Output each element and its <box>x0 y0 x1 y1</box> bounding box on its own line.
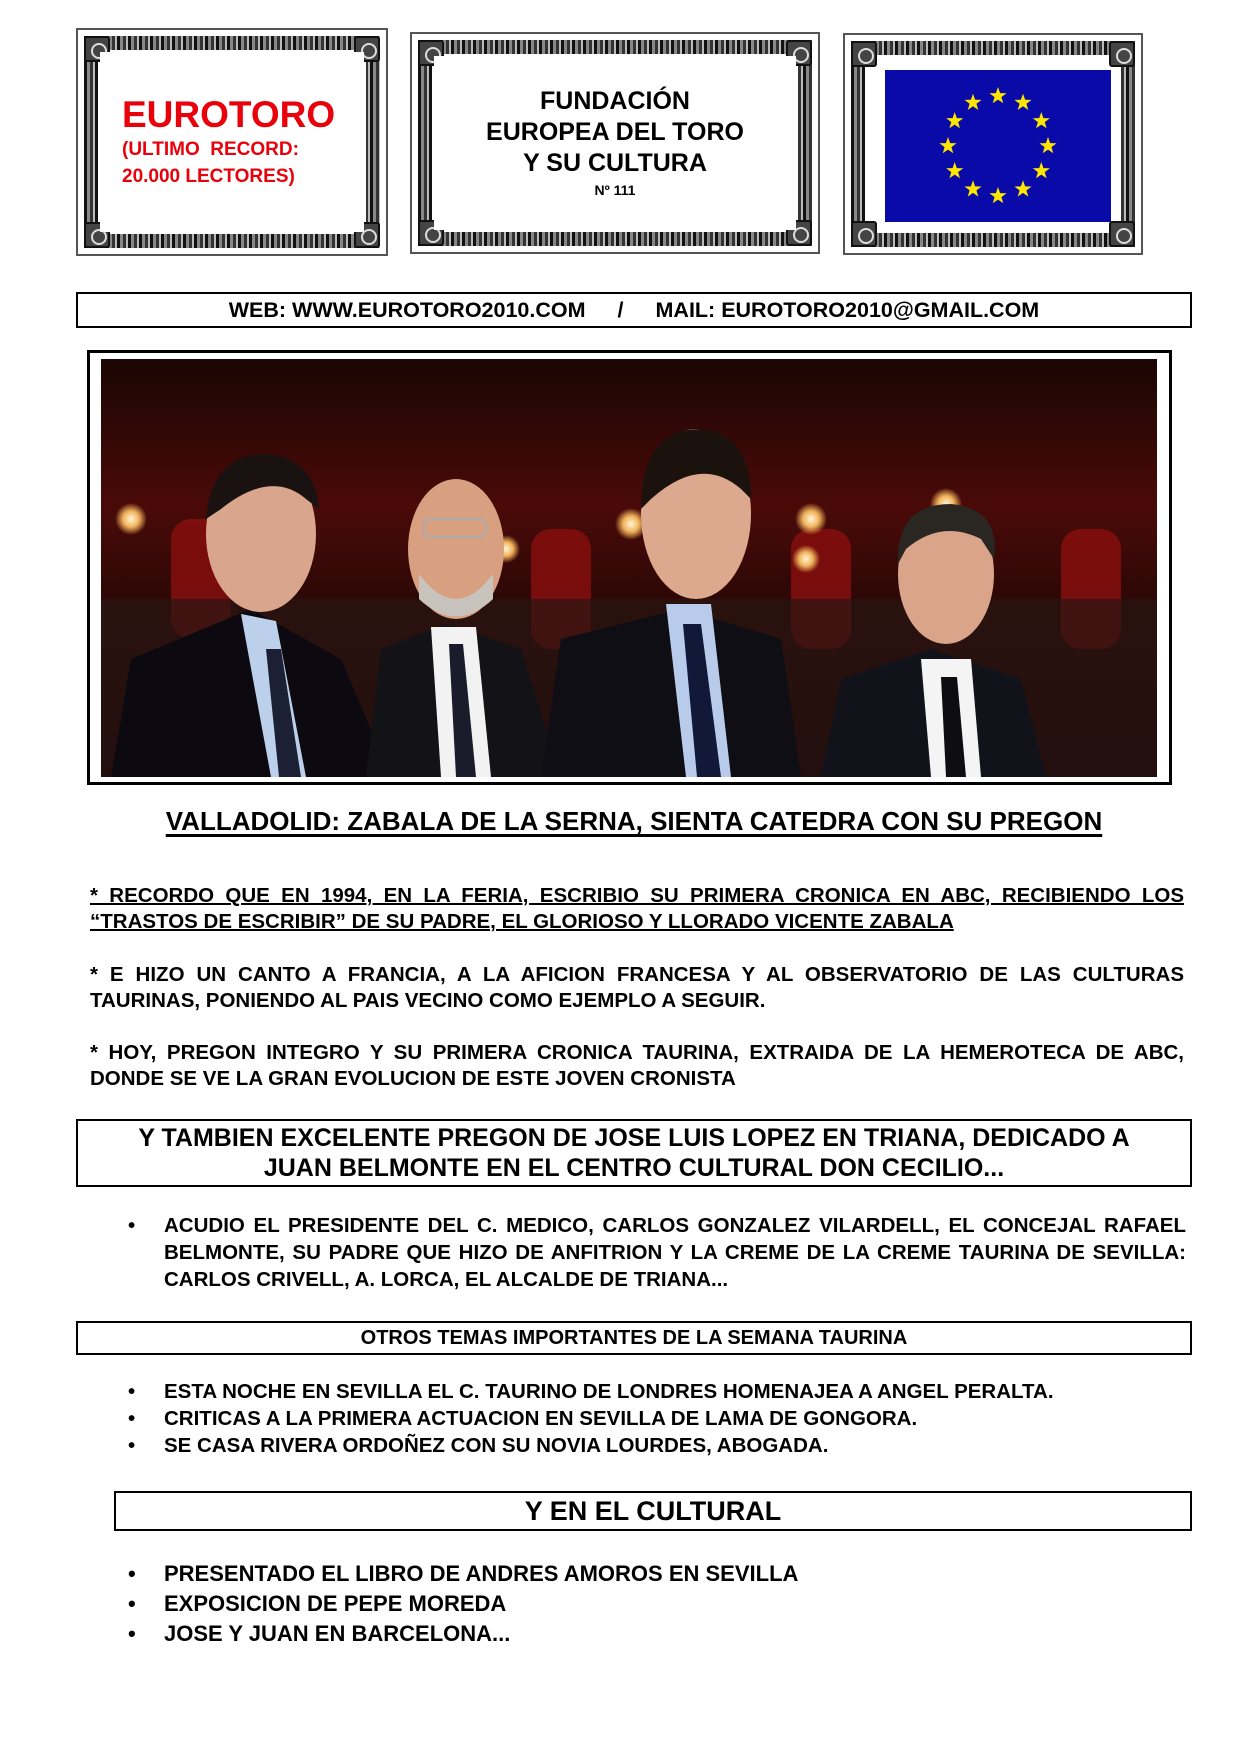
main-headline: VALLADOLID: ZABALA DE LA SERNA, SIENTA CATEDRA CON SU PREGON <box>165 806 1103 836</box>
bullet-icon: • <box>128 1591 136 1616</box>
list-item <box>126 1619 1186 1649</box>
eu-flag-icon <box>885 70 1111 222</box>
corner-ornament-icon <box>851 41 877 67</box>
paragraph-1: * RECORDO QUE EN 1994, EN LA FERIA, ESCRIBIO SU PRIMERA CRONICA EN ABC, RECIBIENDO LOS “TRASTOS DE ESCRIBIR” DE SU PADRE, EL GLORIOSO Y LLORADO VICENTE ZABALA <box>90 884 1184 933</box>
eurotoro-logo-frame <box>76 28 388 256</box>
bullet-icon: • <box>128 1380 136 1403</box>
issue-number: Nº 111 <box>594 181 636 198</box>
bullet-icon: • <box>128 1621 136 1646</box>
list-item-text: EXPOSICION DE PEPE MOREDA <box>164 1591 507 1616</box>
list-item <box>126 1432 1186 1459</box>
website-link[interactable]: WEB: WWW.EUROTORO2010.COM <box>228 297 586 322</box>
list-item <box>126 1559 1186 1589</box>
list-item <box>126 1405 1186 1432</box>
triana-bullet-list <box>126 1212 1186 1293</box>
bullet-icon: • <box>128 1407 136 1430</box>
contact-separator: / <box>617 297 624 322</box>
fundacion-frame <box>410 32 820 254</box>
eurotoro-title: EUROTORO <box>122 94 336 135</box>
list-item-text: PRESENTADO EL LIBRO DE ANDRES AMOROS EN SEVILLA <box>164 1561 799 1586</box>
paragraph-3: * HOY, PREGON INTEGRO Y SU PRIMERA CRONICA TAURINA, EXTRAIDA DE LA HEMEROTECA DE ABC, DONDE SE VE LA GRAN EVOLUCION DE ESTE JOVEN CRONISTA <box>90 1041 1184 1090</box>
list-item-text: CRITICAS A LA PRIMERA ACTUACION EN SEVILLA DE LAMA DE GONGORA. <box>164 1407 918 1430</box>
list-item <box>126 1212 1186 1293</box>
list-item-text: JOSE Y JUAN EN BARCELONA... <box>164 1621 511 1646</box>
list-item <box>126 1378 1186 1405</box>
list-item <box>126 1589 1186 1619</box>
eu-flag-frame <box>843 33 1143 255</box>
email-link[interactable]: MAIL: EUROTORO2010@GMAIL.COM <box>655 297 1040 322</box>
bullet-icon: • <box>128 1561 136 1586</box>
bullet-icon: • <box>128 1214 136 1237</box>
list-item-text: ACUDIO EL PRESIDENTE DEL C. MEDICO, CARLOS GONZALEZ VILARDELL, EL CONCEJAL RAFAEL BELMONTE, SU PADRE QUE HIZO DE ANFITRION Y LA CREME DE LA CREME TAURINA DE SEVILLA: CARLOS CRIVELL, A. LORCA, EL ALCALDE DE TRIANA... <box>164 1214 1186 1291</box>
record-line-2: 20.000 LECTORES) <box>122 166 295 187</box>
record-line-1: (ULTIMO RECORD: <box>122 139 299 160</box>
section-cultural-title: Y EN EL CULTURAL <box>114 1491 1192 1531</box>
triana-title-line-1: Y TAMBIEN EXCELENTE PREGON DE JOSE LUIS LOPEZ EN TRIANA, DEDICADO A <box>138 1124 1130 1152</box>
fundacion-line-3: Y SU CULTURA <box>523 148 707 177</box>
corner-ornament-icon <box>1109 41 1135 67</box>
otros-bullet-list <box>126 1378 1186 1459</box>
photo-frame <box>87 350 1172 785</box>
list-item-text: SE CASA RIVERA ORDOÑEZ CON SU NOVIA LOURDES, ABOGADA. <box>164 1434 829 1457</box>
fundacion-line-2: EUROPEA DEL TORO <box>486 117 744 146</box>
section-triana-title <box>76 1119 1192 1187</box>
corner-ornament-icon <box>1109 221 1135 247</box>
cultural-bullet-list <box>126 1559 1186 1649</box>
list-item-text: ESTA NOCHE EN SEVILLA EL C. TAURINO DE LONDRES HOMENAJEA A ANGEL PERALTA. <box>164 1380 1054 1403</box>
triana-title-line-2: JUAN BELMONTE EN EL CENTRO CULTURAL DON CECILIO... <box>263 1154 1005 1182</box>
section-otros-title: OTROS TEMAS IMPORTANTES DE LA SEMANA TAURINA <box>76 1321 1192 1355</box>
contact-bar <box>76 292 1192 328</box>
fundacion-line-1: FUNDACIÓN <box>540 86 690 115</box>
corner-ornament-icon <box>851 221 877 247</box>
bullet-icon: • <box>128 1434 136 1457</box>
paragraph-2: * E HIZO UN CANTO A FRANCIA, A LA AFICION FRANCESA Y AL OBSERVATORIO DE LAS CULTURAS TAURINAS, PONIENDO AL PAIS VECINO COMO EJEMPLO A SEGUIR. <box>90 963 1184 1012</box>
event-photo <box>101 359 1157 777</box>
